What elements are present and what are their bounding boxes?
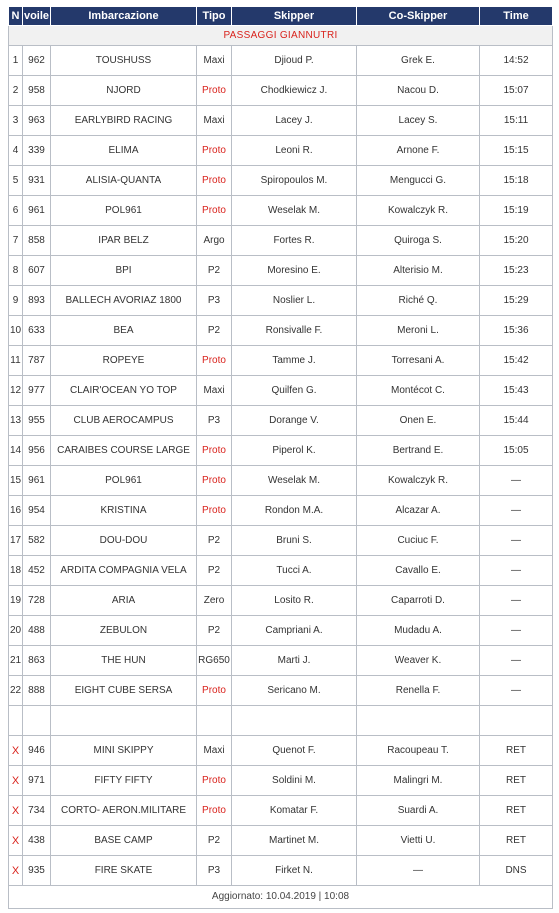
row-boat: NJORD <box>51 76 197 106</box>
row-voile: 935 <box>23 856 51 886</box>
row-coskipper <box>357 586 480 616</box>
header-row <box>9 7 553 26</box>
row-skipper: Weselak M. <box>232 466 357 496</box>
row-skipper: Djioud P. <box>232 46 357 76</box>
row-number: 21 <box>9 646 23 676</box>
table-row <box>9 676 553 706</box>
table-row <box>9 436 553 466</box>
header-boat: Imbarcazione <box>51 7 197 26</box>
row-coskipper: Weaver K. <box>357 646 480 676</box>
row-number: 22 <box>9 676 23 706</box>
row-boat: MINI SKIPPY <box>51 736 197 766</box>
row-voile: 863 <box>23 646 51 676</box>
row-boat: CARAIBES COURSE LARGE <box>51 436 197 466</box>
row-voile: 728 <box>23 586 51 616</box>
row-voile: 963 <box>23 106 51 136</box>
row-number: 19 <box>9 586 23 616</box>
row-boat: THE HUN <box>51 646 197 676</box>
retired-row <box>9 856 553 886</box>
row-number: 5 <box>9 166 23 196</box>
row-coskipper: Meroni L. <box>357 316 480 346</box>
row-boat: ARIA <box>51 586 197 616</box>
row-tipo: Maxi <box>197 376 232 406</box>
spacer-cell <box>23 706 51 736</box>
row-number: 14 <box>9 436 23 466</box>
row-voile: 961 <box>23 466 51 496</box>
row-coskipper: Lacey S. <box>357 106 480 136</box>
row-coskipper: Torresani A. <box>357 346 480 376</box>
row-coskipper: Renella F. <box>357 676 480 706</box>
row-coskipper: — <box>357 856 480 886</box>
row-coskipper: Montécot C. <box>357 376 480 406</box>
row-coskipper: Mengucci G. <box>357 166 480 196</box>
results-table <box>8 6 553 909</box>
row-skipper: Weselak M. <box>232 196 357 226</box>
row-voile: 946 <box>23 736 51 766</box>
table-row <box>9 526 553 556</box>
row-tipo: Proto <box>197 676 232 706</box>
row-coskipper: Mudadu A. <box>357 616 480 646</box>
row-boat: TOUSHUSS <box>51 46 197 76</box>
row-time: 15:43 <box>480 376 553 406</box>
row-skipper: Noslier L. <box>232 286 357 316</box>
row-tipo: Maxi <box>197 106 232 136</box>
row-skipper: Fortes R. <box>232 226 357 256</box>
row-skipper: Lacey J. <box>232 106 357 136</box>
table-row <box>9 376 553 406</box>
row-number: X <box>9 856 23 886</box>
row-number: 10 <box>9 316 23 346</box>
header-tipo: Tipo <box>197 7 232 26</box>
table-row <box>9 496 553 526</box>
row-voile: 931 <box>23 166 51 196</box>
row-boat: ELIMA <box>51 136 197 166</box>
row-coskipper: Bertrand E. <box>357 436 480 466</box>
row-tipo: RG650 <box>197 646 232 676</box>
row-boat: ZEBULON <box>51 616 197 646</box>
row-number: 17 <box>9 526 23 556</box>
row-skipper: Sericano M. <box>232 676 357 706</box>
row-number: X <box>9 736 23 766</box>
table-row <box>9 346 553 376</box>
row-coskipper: Cuciuc F. <box>357 526 480 556</box>
table-row <box>9 136 553 166</box>
spacer-row <box>9 706 553 736</box>
row-boat: DOU-DOU <box>51 526 197 556</box>
row-voile: 858 <box>23 226 51 256</box>
row-voile: 893 <box>23 286 51 316</box>
row-time: 15:15 <box>480 136 553 166</box>
row-coskipper: Grek E. <box>357 46 480 76</box>
row-boat: BEA <box>51 316 197 346</box>
row-tipo: Proto <box>197 466 232 496</box>
header-coskipper: Co-Skipper <box>357 7 480 26</box>
row-time: RET <box>480 826 553 856</box>
table-row <box>9 76 553 106</box>
row-boat: FIRE SKATE <box>51 856 197 886</box>
row-time: RET <box>480 766 553 796</box>
row-time: — <box>480 526 553 556</box>
row-time: 15:18 <box>480 166 553 196</box>
table-row <box>9 226 553 256</box>
row-boat: POL961 <box>51 466 197 496</box>
row-number: 9 <box>9 286 23 316</box>
row-skipper: Losito R. <box>232 586 357 616</box>
row-voile: 977 <box>23 376 51 406</box>
row-boat: ROPEYE <box>51 346 197 376</box>
row-voile: 452 <box>23 556 51 586</box>
row-number: X <box>9 796 23 826</box>
row-number: 6 <box>9 196 23 226</box>
row-tipo: Proto <box>197 166 232 196</box>
row-boat: ARDITA COMPAGNIA VELA <box>51 556 197 586</box>
row-boat: IPAR BELZ <box>51 226 197 256</box>
row-time: 15:44 <box>480 406 553 436</box>
row-tipo: P2 <box>197 526 232 556</box>
row-number: 11 <box>9 346 23 376</box>
row-time: — <box>480 676 553 706</box>
row-tipo: Argo <box>197 226 232 256</box>
row-tipo: Proto <box>197 766 232 796</box>
row-skipper: Martinet M. <box>232 826 357 856</box>
row-number: 8 <box>9 256 23 286</box>
footer-row <box>9 886 553 909</box>
row-tipo: Proto <box>197 496 232 526</box>
row-tipo: Proto <box>197 436 232 466</box>
row-number: X <box>9 766 23 796</box>
row-time: 15:42 <box>480 346 553 376</box>
row-skipper: Moresino E. <box>232 256 357 286</box>
row-skipper: Tucci A. <box>232 556 357 586</box>
row-voile: 339 <box>23 136 51 166</box>
spacer-cell <box>357 706 480 736</box>
last-updated: Aggiornato: 10.04.2019 | 10:08 <box>9 886 553 909</box>
row-coskipper: Suardi A. <box>357 796 480 826</box>
row-tipo: P2 <box>197 316 232 346</box>
row-tipo: P3 <box>197 406 232 436</box>
row-skipper: Campriani A. <box>232 616 357 646</box>
row-tipo: Proto <box>197 76 232 106</box>
row-tipo: P2 <box>197 616 232 646</box>
row-time: DNS <box>480 856 553 886</box>
row-voile: 607 <box>23 256 51 286</box>
row-skipper: Quilfen G. <box>232 376 357 406</box>
row-tipo: Proto <box>197 196 232 226</box>
row-time: 15:20 <box>480 226 553 256</box>
row-tipo: Proto <box>197 136 232 166</box>
spacer-cell <box>232 706 357 736</box>
spacer-cell <box>480 706 553 736</box>
row-tipo: Maxi <box>197 46 232 76</box>
row-coskipper: Cavallo E. <box>357 556 480 586</box>
results-table-container <box>8 6 552 909</box>
row-boat: CLUB AEROCAMPUS <box>51 406 197 436</box>
row-boat: CLAIR'OCEAN YO TOP <box>51 376 197 406</box>
row-time: — <box>480 586 553 616</box>
row-time: 15:36 <box>480 316 553 346</box>
row-tipo: Zero <box>197 586 232 616</box>
table-row <box>9 586 553 616</box>
row-time: — <box>480 466 553 496</box>
table-row <box>9 466 553 496</box>
row-voile: 956 <box>23 436 51 466</box>
header-voile: voile <box>23 7 51 26</box>
row-boat: BASE CAMP <box>51 826 197 856</box>
row-voile: 438 <box>23 826 51 856</box>
row-voile: 734 <box>23 796 51 826</box>
retired-row <box>9 766 553 796</box>
row-skipper: Quenot F. <box>232 736 357 766</box>
table-row <box>9 166 553 196</box>
row-time: 15:19 <box>480 196 553 226</box>
row-skipper: Bruni S. <box>232 526 357 556</box>
row-coskipper: Alterisio M. <box>357 256 480 286</box>
header-n: N <box>9 7 23 26</box>
row-voile: 958 <box>23 76 51 106</box>
row-tipo: Proto <box>197 346 232 376</box>
row-tipo: P3 <box>197 856 232 886</box>
row-coskipper: Onen E. <box>357 406 480 436</box>
row-boat: BALLECH AVORIAZ 1800 <box>51 286 197 316</box>
retired-row <box>9 826 553 856</box>
row-voile: 888 <box>23 676 51 706</box>
row-time: 15:11 <box>480 106 553 136</box>
row-skipper: Marti J. <box>232 646 357 676</box>
row-voile: 955 <box>23 406 51 436</box>
row-skipper: Rondon M.A. <box>232 496 357 526</box>
row-coskipper: Kowalczyk R. <box>357 196 480 226</box>
row-tipo: Proto <box>197 796 232 826</box>
header-skipper: Skipper <box>232 7 357 26</box>
row-voile: 633 <box>23 316 51 346</box>
table-row <box>9 646 553 676</box>
row-number: 13 <box>9 406 23 436</box>
row-time: — <box>480 646 553 676</box>
spacer-cell <box>51 706 197 736</box>
row-time: 15:07 <box>480 76 553 106</box>
row-coskipper: Quiroga S. <box>357 226 480 256</box>
row-boat: BPI <box>51 256 197 286</box>
row-voile: 961 <box>23 196 51 226</box>
row-voile: 787 <box>23 346 51 376</box>
row-skipper: Piperol K. <box>232 436 357 466</box>
spacer-cell <box>197 706 232 736</box>
row-skipper: Tamme J. <box>232 346 357 376</box>
table-row <box>9 196 553 226</box>
row-voile: 488 <box>23 616 51 646</box>
row-coskipper: Kowalczyk R. <box>357 466 480 496</box>
table-row <box>9 616 553 646</box>
row-tipo: P2 <box>197 256 232 286</box>
row-coskipper: Riché Q. <box>357 286 480 316</box>
row-boat: EARLYBIRD RACING <box>51 106 197 136</box>
row-time: 14:52 <box>480 46 553 76</box>
row-time: — <box>480 556 553 586</box>
row-coskipper: Vietti U. <box>357 826 480 856</box>
row-tipo: P2 <box>197 556 232 586</box>
section-title: PASSAGGI GIANNUTRI <box>9 26 553 46</box>
row-number: 18 <box>9 556 23 586</box>
table-row <box>9 46 553 76</box>
row-number: 2 <box>9 76 23 106</box>
row-number: 4 <box>9 136 23 166</box>
row-skipper: Komatar F. <box>232 796 357 826</box>
row-coskipper: Alcazar A. <box>357 496 480 526</box>
table-row <box>9 316 553 346</box>
row-time: 15:05 <box>480 436 553 466</box>
header-time: Time <box>480 7 553 26</box>
row-tipo: P3 <box>197 286 232 316</box>
row-voile: 582 <box>23 526 51 556</box>
row-coskipper: Arnone F. <box>357 136 480 166</box>
row-number: 1 <box>9 46 23 76</box>
row-skipper: Soldini M. <box>232 766 357 796</box>
row-coskipper: Racoupeau T. <box>357 736 480 766</box>
table-row <box>9 286 553 316</box>
row-number: 7 <box>9 226 23 256</box>
row-tipo: P2 <box>197 826 232 856</box>
row-number: X <box>9 826 23 856</box>
row-skipper: Spiropoulos M. <box>232 166 357 196</box>
row-number: 20 <box>9 616 23 646</box>
row-boat: ALISIA-QUANTA <box>51 166 197 196</box>
row-time: — <box>480 616 553 646</box>
row-voile: 962 <box>23 46 51 76</box>
row-number: 12 <box>9 376 23 406</box>
section-row <box>9 26 553 46</box>
retired-row <box>9 796 553 826</box>
table-row <box>9 406 553 436</box>
row-skipper: Chodkiewicz J. <box>232 76 357 106</box>
retired-row <box>9 736 553 766</box>
row-time: 15:23 <box>480 256 553 286</box>
row-boat: KRISTINA <box>51 496 197 526</box>
table-row <box>9 256 553 286</box>
row-coskipper: Malingri M. <box>357 766 480 796</box>
row-number: 3 <box>9 106 23 136</box>
row-boat: FIFTY FIFTY <box>51 766 197 796</box>
row-tipo: Maxi <box>197 736 232 766</box>
row-time: 15:29 <box>480 286 553 316</box>
row-boat: CORTO- AERON.MILITARE <box>51 796 197 826</box>
table-row <box>9 556 553 586</box>
row-skipper: Ronsivalle F. <box>232 316 357 346</box>
row-time: RET <box>480 736 553 766</box>
row-time: RET <box>480 796 553 826</box>
row-skipper: Leoni R. <box>232 136 357 166</box>
row-boat: EIGHT CUBE SERSA <box>51 676 197 706</box>
row-skipper: Dorange V. <box>232 406 357 436</box>
row-number: 15 <box>9 466 23 496</box>
row-voile: 954 <box>23 496 51 526</box>
table-row <box>9 106 553 136</box>
row-boat: POL961 <box>51 196 197 226</box>
row-voile: 971 <box>23 766 51 796</box>
spacer-cell <box>9 706 23 736</box>
row-time: — <box>480 496 553 526</box>
row-coskipper-text: Caparroti D. <box>391 594 445 606</box>
row-coskipper: Nacou D. <box>357 76 480 106</box>
row-number: 16 <box>9 496 23 526</box>
row-skipper: Firket N. <box>232 856 357 886</box>
